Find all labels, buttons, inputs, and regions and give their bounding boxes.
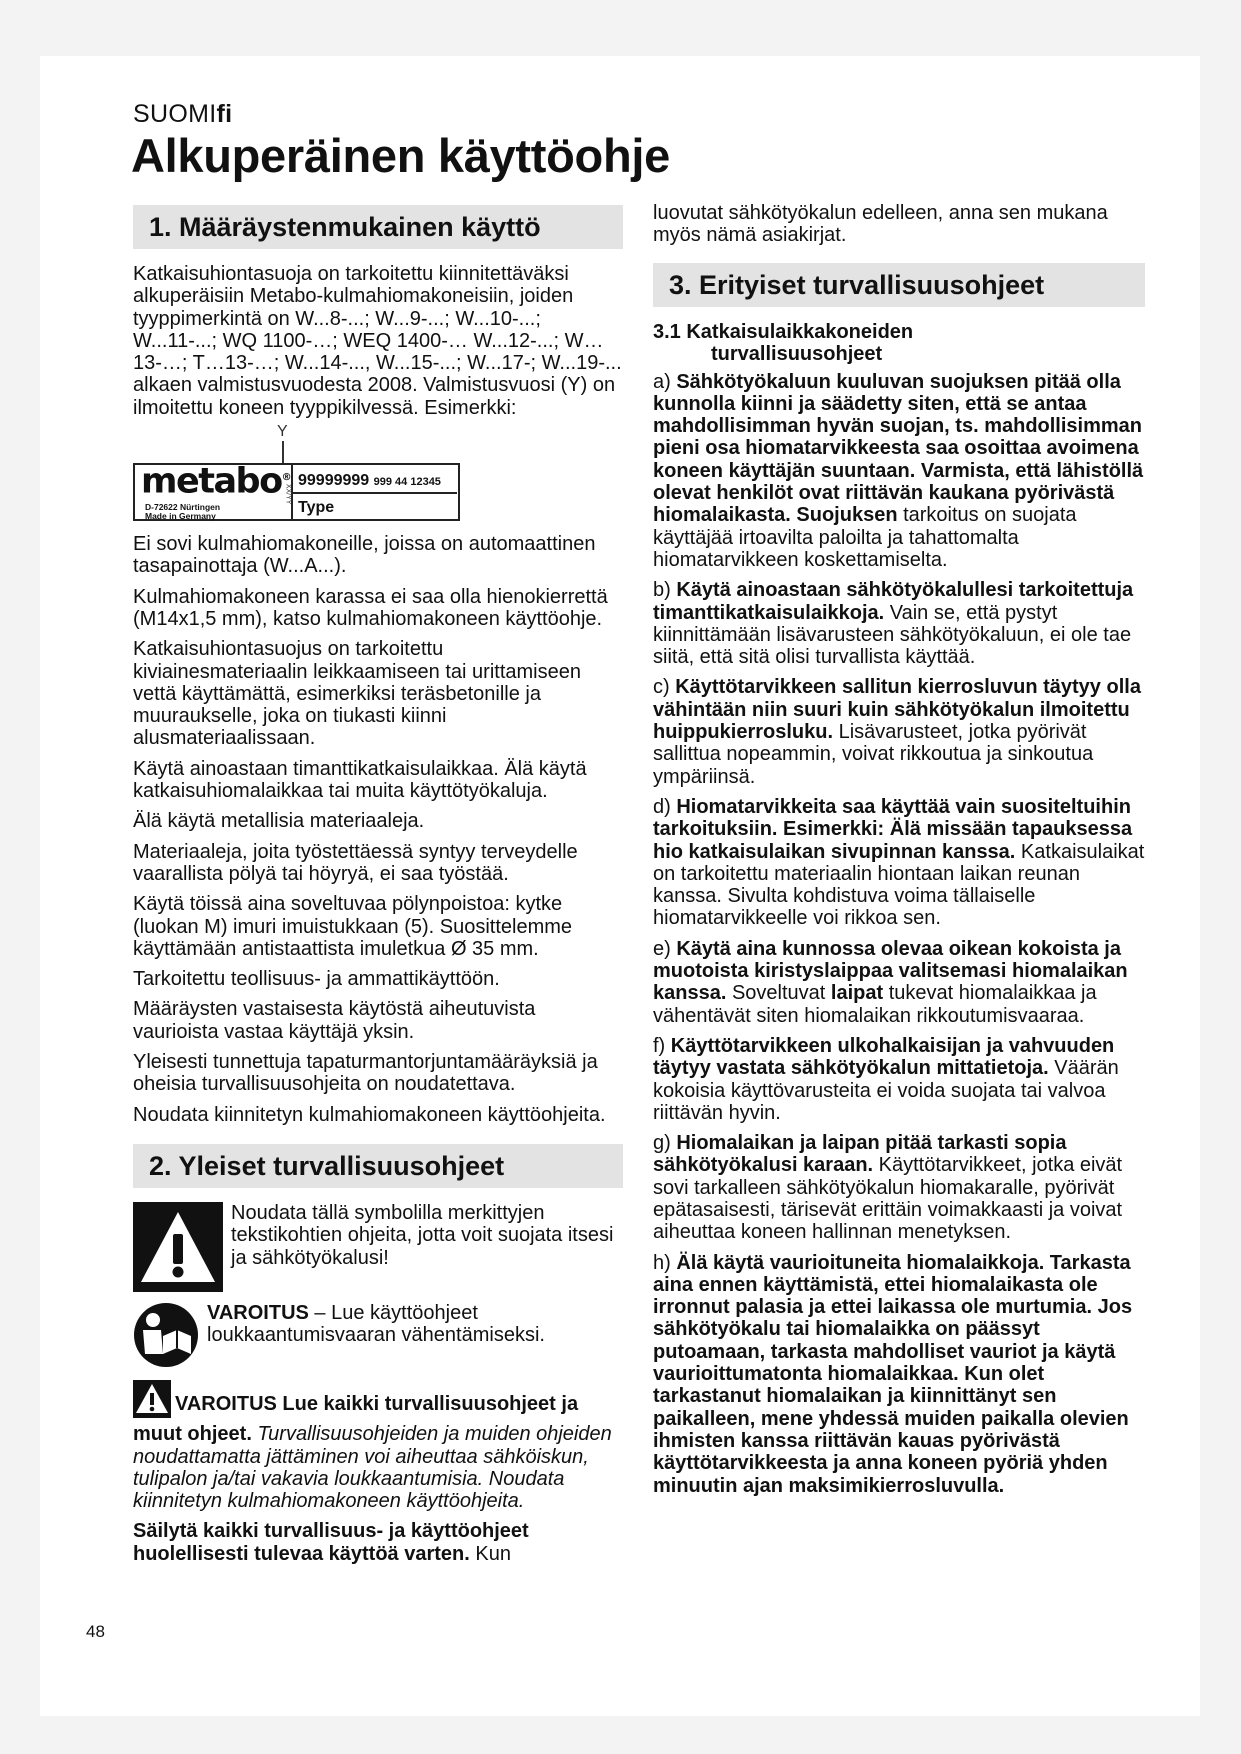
plate-date-code: XX/YY xyxy=(284,483,292,505)
warning-symbol-note xyxy=(133,1202,623,1292)
right-column xyxy=(653,202,1145,1505)
warning-triangle-icon xyxy=(133,1202,223,1292)
rating-plate xyxy=(133,463,460,521)
left-column xyxy=(133,205,623,1573)
rule-c: c) Käyttötarvikkeen sallitun kierrosluvun täytyy olla vähintään niin suuri kuin sähkötyökalun ilmoitettu huippukierrosluku. Lisävarusteet, jotka pyörivät sallittua nopeammin, voivat rikkoutua ja sinkoutua ympäriinsä. xyxy=(653,676,1141,788)
paragraph: Älä käytä metallisia materiaaleja. xyxy=(133,810,425,833)
section-heading-3: 3. Erityiset turvallisuusohjeet xyxy=(653,263,1145,307)
language-label: SUOMIfi xyxy=(133,100,233,128)
rule-g: g) Hiomalaikan ja laipan pitää tarkasti sopia sähkötyökalusi karaan. Käyttötarvikkeet, jotka eivät sovi tarkalleen sähkötyökalun hiomakaralle, pyörivät epätasaisesti, tärisevät erittäin voimakkaasti ja voivat aiheuttaa koneen hallinnan menetyksen. xyxy=(653,1132,1123,1244)
read-manual-text: VAROITUS – Lue käyttöohjeet loukkaantumisvaaran vähentämiseksi. xyxy=(207,1301,545,1347)
section-heading-2: 2. Yleiset turvallisuusohjeet xyxy=(133,1144,623,1188)
page-number: 48 xyxy=(86,1622,105,1641)
warning-read-all: VAROITUS Lue kaikki turvallisuusohjeet ja muut ohjeet. Turvallisuusohjeiden ja muiden ohjeiden noudattamatta jättäminen voi aiheuttaa sähköiskun, tulipalon ja/tai vakavia loukkaantumisia. Noudata kiinnitetyn kulmahiomakoneen käyttöohjeita. xyxy=(133,1380,623,1512)
paragraph: Ei sovi kulmahiomakoneille, joissa on automaattinen tasapainottaja (W...A...). xyxy=(133,533,596,578)
year-marker-label: Y xyxy=(277,423,288,441)
paragraph: Noudata kiinnitetyn kulmahiomakoneen käyttöohjeita. xyxy=(133,1103,606,1126)
paragraph-continued: luovutat sähkötyökalun edelleen, anna sen mukana myös nämä asiakirjat. xyxy=(653,202,1108,247)
paragraph: Kulmahiomakoneen karassa ei saa olla hienokierrettä (M14x1,5 mm), katso kulmahiomakoneen käyttöohje. xyxy=(133,585,608,630)
paragraph: Tarkoitettu teollisuus- ja ammattikäyttöön. xyxy=(133,968,500,991)
rule-h: h) Älä käytä vaurioituneita hiomalaikkoja. Tarkasta aina ennen käyttämistä, ettei hiomalaikasta ole irronnut palasia ja ettei laikassa ole murtumia. Jos sähkötyökalu tai hiomalaikka on päässyt putoamaan, tarkasta mahdolliset vauriot ja käytä vaurioittumatonta hiomalaikkaa. Kun olet tarkastanut hiomalaikan ja kiinnittänyt sen paikalleen, mene yhdessä muiden paikalla olevien ihmisten kanssa riittävän kauas pyörivästä käyttötarvikkeesta ja anna koneen pyöriä yhden minuutin ajan maksimikierrosluvulla. xyxy=(653,1251,1133,1497)
year-marker-line xyxy=(282,441,284,463)
paragraph: Katkaisuhiontasuojus on tarkoitettu kiviainesmateriaalin leikkaamiseen tai urittamiseen vettä käyttämättä, esimerkiksi teräsbetonille ja muuraukselle, joka on tiukasti kiinni alusmateriaalissaan. xyxy=(133,638,581,750)
rule-f: f) Käyttötarvikkeen ulkohalkaisijan ja vahvuuden täytyy vastata sähkötyökalun mittatietoja. Väärän kokoisia käyttövarusteita ei voida suojata tai valvoa riittävän hyvin. xyxy=(653,1034,1119,1124)
paragraph: Käytä ainoastaan timanttikatkaisulaikkaa. Älä käytä katkaisuhiomalaikkaa tai muita käyttötyökaluja. xyxy=(133,757,587,803)
metabo-logo: metabo® xyxy=(141,461,291,502)
read-manual-icon xyxy=(133,1302,199,1368)
paragraph: Määräysten vastaisesta käytöstä aiheutuvista vaurioista vastaa käyttäjä yksin. xyxy=(133,998,536,1043)
read-manual-note xyxy=(133,1302,623,1368)
small-warning-triangle-icon xyxy=(133,1380,171,1423)
paragraph: Materiaaleja, joita työstettäessä syntyy terveydelle vaarallista pölyä tai höyryä, ei saa työstää. xyxy=(133,840,578,885)
plate-address: D-72622 Nürtingen Made in Germany xyxy=(145,502,221,522)
page-title: Alkuperäinen käyttöohje xyxy=(131,129,670,182)
save-instructions: Säilytä kaikki turvallisuus- ja käyttöohjeet huolellisesti tulevaa käyttöä varten. Kun xyxy=(133,1520,529,1565)
rule-a: a) Sähkötyökaluun kuuluvan suojuksen pitää olla kunnolla kiinni ja säädetty siten, että se antaa mahdollisimman hyvän suojan, ts. mahdollisimman pieni osa hiomatarvikkeesta saa osoittaa avoimena koneen käyttäjän suuntaan. Varmista, että lähistöllä olevat henkilöt ovat riittävän kaukana pyörivästä hiomalaikasta. Suojuksen tarkoitus on suojata käyttäjää irtoavilta paloilta ja tahattomalta hiomatarvikkeen koskettamiselta. xyxy=(653,370,1144,571)
paragraph-intro: Katkaisuhiontasuoja on tarkoitettu kiinnitettäväksi alkuperäisiin Metabo-kulmahiomakoneisiin, joiden tyyppimerkintä on W...8-...; W...9-...; W...10-...; W...11-...; WQ 1100-…; WEQ 1400-… W...12-...; W…13-…; T…13-…; W...14-..., W...15-...; W...17-; W...19-... alkaen valmistusvuodesta 2008. Valmistusvuosi (Y) on ilmoitettu koneen tyyppikilvessä. Esimerkki: xyxy=(133,263,622,419)
rule-b: b) Käytä ainoastaan sähkötyökalullesi tarkoitettuja timanttikatkaisulaikkoja. Vain se, että pystyt kiinnittämään lisävarusteen sähkötyökaluun, ei ole tae siitä, että sitä olisi turvallista käyttää. xyxy=(653,579,1134,669)
section-heading-1: 1. Määräystenmukainen käyttö xyxy=(133,205,623,249)
subsection-heading-3-1: 3.1 Katkaisulaikkakoneiden turvallisuusohjeet xyxy=(653,320,914,365)
warning-symbol-text: Noudata tällä symbolilla merkittyjen tekstikohtien ohjeita, jotta voit suojata itsesi ja sähkötyökalusi! xyxy=(231,1201,614,1269)
paragraph: Yleisesti tunnettuja tapaturmantorjuntamääräyksiä ja oheisia turvallisuusohjeita on noudatettava. xyxy=(133,1051,598,1096)
rule-d: d) Hiomatarvikkeita saa käyttää vain suositeltuihin tarkoituksiin. Esimerkki: Älä missään tapauksessa hio katkaisulaikan sivupinnan kanssa. Katkaisulaikat on tarkoitettu materiaalin hiontaan laikan reunan kanssa. Sivulta kohdistuva voima tällaiselle hiomatarvikkeelle voi rikkoa sen. xyxy=(653,795,1145,930)
plate-serial: 99999999 999 44 12345 xyxy=(298,472,441,490)
rating-plate-example xyxy=(133,423,623,531)
paragraph: Käytä töissä aina soveltuvaa pölynpoistoa: kytke (luokan M) imuri imuistukkaan (5). Suosittelemme käyttämään antistaattista imuletkua Ø 35 mm. xyxy=(133,893,573,960)
plate-type: Type xyxy=(298,499,335,517)
rule-e: e) Käytä aina kunnossa olevaa oikean kokoista ja muotoista kiristyslaippaa valitsemasi hiomalaikan kanssa. Soveltuvat laipat tukevat hiomalaikkaa ja vähentävät siten hiomalaikan rikkoutumisvaaraa. xyxy=(653,937,1128,1027)
